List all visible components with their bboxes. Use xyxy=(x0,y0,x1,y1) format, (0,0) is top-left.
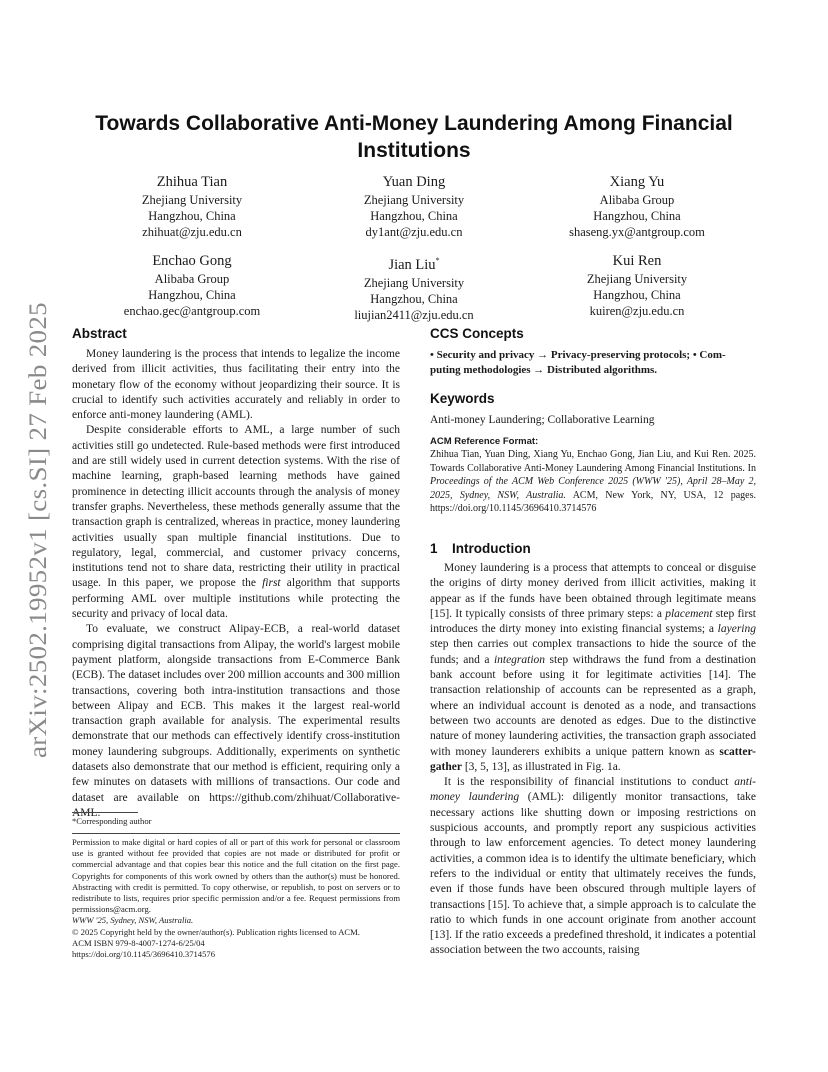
author-email: enchao.gec@antgroup.com xyxy=(123,304,261,318)
section-number: 1 xyxy=(430,541,438,556)
footnote-divider-short xyxy=(72,812,138,813)
author-name: Kui Ren xyxy=(612,253,662,269)
venue-line: WWW '25, Sydney, NSW, Australia. xyxy=(72,915,194,926)
copyright-line: © 2025 Copyright held by the owner/author(s). Publication rights licensed to ACM. xyxy=(72,926,360,937)
doi-line: https://doi.org/10.1145/3696410.3714576 xyxy=(72,949,215,960)
abstract-section xyxy=(72,325,400,821)
author-name: Zhihua Tian xyxy=(156,174,228,190)
author-block xyxy=(77,172,307,240)
author-block xyxy=(77,251,307,319)
reference-format-section xyxy=(430,436,756,516)
introduction-section xyxy=(430,540,756,959)
abstract-paragraph: Despite considerable efforts to AML, a large number of such activities still go undetected. Rule-based methods were first introduced and are still widely used in current detection systems. With the rise of machine learning, graph-based learning methods have gained prominence in detecting illicit accounts through the analysis of money transfer graphs. Nevertheless, these methods generally assume that the transaction graph is centralized, whereas in practice, money laundering activities usually span multiple financial institutions. Due to regulatory, legal, commercial, and customer privacy concerns, institutions tend not to share data, restricting their utility in practical usage. In this paper, we propose the first algorithm that supports performing AML over multiple institutions while protecting the security and privacy of local data. xyxy=(72,424,401,621)
keywords-heading: Keywords xyxy=(430,391,495,406)
permission-text: Permission to make digital or hard copies of all or part of this work for personal or classroom use is granted without fee provided that copies are not made or distributed for profit or commercial advantage and that copies bear this notice and the full citation on the first page. Copyrights for components of this work owned by others than the author(s) must be honored. Abstracting with credit is permitted. To copy otherwise, or republish, to post on servers or to redistribute to lists, requires prior specific permission and/or a fee. Request permissions from permissions@acm.org. xyxy=(72,837,400,915)
author-block xyxy=(522,251,752,319)
paper-title xyxy=(60,110,768,164)
author-name: Jian Liu* xyxy=(388,256,440,273)
author-location: Hangzhou, China xyxy=(148,288,236,302)
author-affiliation: Zhejiang University xyxy=(363,275,465,290)
author-email: shaseng.yx@antgroup.com xyxy=(569,225,705,239)
author-location: Hangzhou, China xyxy=(148,209,236,223)
abstract-paragraph: To evaluate, we construct Alipay-ECB, a real-world dataset comprising digital transactions from Alipay, the world's largest mobile payment platform, alongside transactions from E-Commerce Bank (ECB). The dataset includes over 200 million accounts and 300 million transactions, covering both intra-institution transactions and those between Alipay and ECB. This makes it the largest real-world transaction graph available for analysis. The experimental results demonstrate that our methods can effectively identify cross-institution money laundering subgroups. Additionally, experiments on synthetic datasets also demonstrate that our method is efficient, requiring only a few minutes on datasets with millions of transactions. Our code and dataset are available on https://github.com/zhihuat/Collaborative-AML. xyxy=(72,623,400,819)
author-email: kuiren@zju.edu.cn xyxy=(589,304,685,318)
ccs-section xyxy=(430,325,756,378)
author-name: Xiang Yu xyxy=(609,174,665,190)
author-name: Enchao Gong xyxy=(152,253,232,269)
keywords-section xyxy=(430,390,756,428)
arxiv-stamp xyxy=(14,300,58,760)
author-location: Hangzhou, China xyxy=(593,209,681,223)
author-affiliation: Zhejiang University xyxy=(586,272,688,286)
author-location: Hangzhou, China xyxy=(593,288,681,302)
author-location: Hangzhou, China xyxy=(370,209,458,223)
author-email: dy1ant@zju.edu.cn xyxy=(365,225,463,239)
corresponding-footnote: *Corresponding author xyxy=(72,816,152,826)
keywords-text: Anti-money Laundering; Collaborative Learning xyxy=(430,414,655,426)
intro-paragraph: It is the responsibility of financial institutions to conduct anti-money laundering (AML): diligently monitor transactions, take necessary actions like shutting down or imposing restrictions on suspicious accounts, and promptly report any suspicious activities through to law enforcement agencies. To detect money laundering activities, a common idea is to identify the ultimate beneficiary, which refers to the individual or entity that ultimately receives the funds, even if those funds have been obscured through multiple layers of transactions [15]. To achieve that, a simple approach is to calculate the ratio to which funds in one account originate from another account [13]. If the ratio exceeds a predefined threshold, it indicates a potential association between the two accounts, raising xyxy=(430,776,756,957)
author-affiliation: Alibaba Group xyxy=(154,272,230,286)
introduction-heading xyxy=(430,540,756,558)
author-name: Yuan Ding xyxy=(382,174,446,190)
author-block xyxy=(522,172,752,240)
author-affiliation: Zhejiang University xyxy=(141,193,243,207)
ccs-heading: CCS Concepts xyxy=(430,326,524,341)
footnote-divider xyxy=(72,833,400,834)
author-email: liujian2411@zju.edu.cn xyxy=(354,307,474,322)
title-line-2: Institutions xyxy=(357,139,471,162)
reference-format-text: Zhihua Tian, Yuan Ding, Xiang Yu, Enchao Gong, Jian Liu, and Kui Ren. 2025. Towards Collaborative Anti-Money Laundering Among Financial Institutions. In Proceedings of the ACM Web Conference 2025 (WWW '25), April 28–May 2, 2025, Sydney, NSW, Australia. ACM, New York, NY, USA, 12 pages. https://doi.org/10.1145/3696410.3714576 xyxy=(430,449,756,514)
corresponding-mark: * xyxy=(435,256,440,265)
permission-notice xyxy=(72,837,400,960)
section-title: Introduction xyxy=(452,541,531,556)
isbn-line: ACM ISBN 979-8-4007-1274-6/25/04 xyxy=(72,937,205,948)
ccs-line: • Security and privacy → Privacy-preserving protocols; • Com- xyxy=(430,349,726,361)
ccs-line: puting methodologies → Distributed algorithms. xyxy=(430,364,658,376)
title-line-1: Towards Collaborative Anti-Money Laundering Among Financial xyxy=(95,112,733,135)
author-block xyxy=(299,172,529,240)
author-affiliation: Zhejiang University xyxy=(363,193,465,207)
author-location: Hangzhou, China xyxy=(370,291,458,306)
arxiv-stamp-text: arXiv:2502.19952v1 [cs.SI] 27 Feb 2025 xyxy=(25,335,52,758)
abstract-heading: Abstract xyxy=(72,326,127,341)
author-email: zhihuat@zju.edu.cn xyxy=(142,225,242,239)
abstract-paragraph: Money laundering is the process that intends to legalize the income derived from illicit activities, thus facilitating their entry into the monetary flow of the economy without jeopardizing their source. It is crucial to identify such activities accurately and reliably in order to enforce anti-money laundering (AML). xyxy=(72,348,400,422)
author-affiliation: Alibaba Group xyxy=(599,193,675,207)
intro-paragraph: Money laundering is a process that attempts to conceal or disguise the origins of dirty money derived from illicit activities, making it appear as if the funds have been obtained through legitimate means [15]. It typically consists of three primary steps: a placement step first introduces the dirty money into existing financial systems; a layering step then carries out complex transactions to hide the source of the funds; and a integration step withdraws the fund from a destination bank account before using it for legitimate activities [14]. The transaction relationship of accounts can be represented as a graph, where an individual account is denoted as a node, and transactions between two accounts are denoted as edges. Due to the distinctive nature of money laundering activities, the transaction graph associated with money launderers exhibits a unique pattern known as scatter-gather [3, 5, 13], as illustrated in Fig. 1a. xyxy=(430,562,756,773)
reference-format-heading: ACM Reference Format: xyxy=(430,436,539,447)
author-block xyxy=(299,251,529,323)
